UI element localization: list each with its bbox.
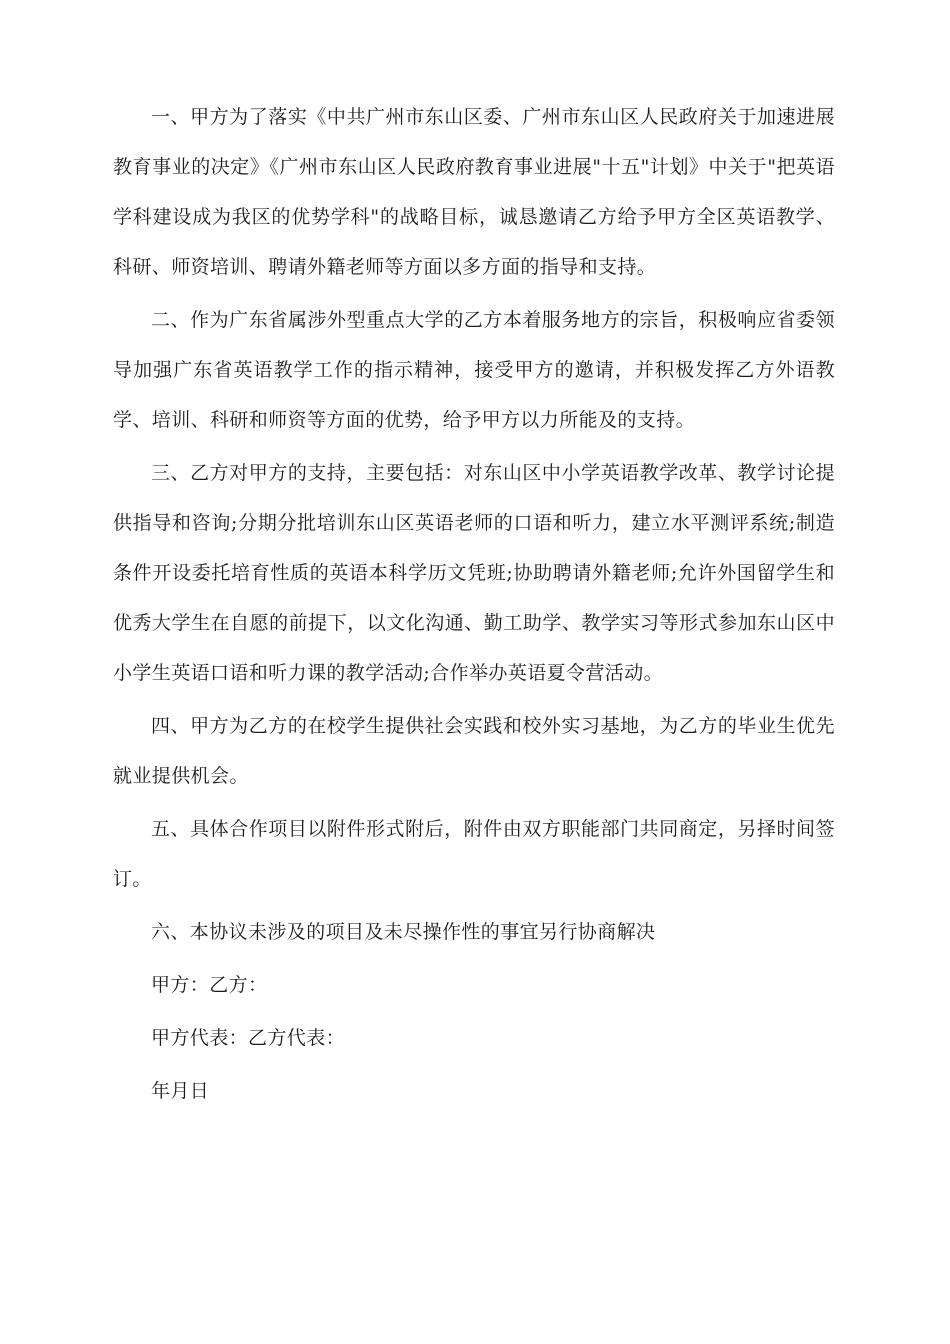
signature-representatives: 甲方代表：乙方代表： (151, 1027, 346, 1049)
clause-3: 三、乙方对甲方的支持，主要包括：对东山区中小学英语教学改革、教学讨论提供指导和咨询;分期分批培训东山区英语老师的口语和听力，建立水平测评系统;制造条件开设委托培育性质的英语本科学历文凭班;协助聘请外籍老师;允许外国留学生和优秀大学生在自愿的前提下，以文化沟通、勤工助学、教学实习等形式参加东山区中小学生英语口语和听力课的教学活动;合作举办英语夏令营活动。 (113, 462, 835, 684)
clause-1: 一、甲方为了落实《中共广州市东山区委、广州市东山区人民政府关于加速进展教育事业的决定》《广州市东山区人民政府教育事业进展"十五"计划》中关于"把英语学科建设成为我区的优势学科"的战略目标，诚恳邀请乙方给予甲方全区英语教学、科研、师资培训、聘请外籍老师等方面以多方面的指导和支持。 (113, 106, 835, 278)
clause-2: 二、作为广东省属涉外型重点大学的乙方本着服务地方的宗旨，积极响应省委领导加强广东省英语教学工作的指示精神，接受甲方的邀请，并积极发挥乙方外语教学、培训、科研和师资等方面的优势，给予甲方以力所能及的支持。 (113, 309, 835, 431)
document-body (113, 92, 835, 1119)
clause-4: 四、甲方为乙方的在校学生提供社会实践和校外实习基地，为乙方的毕业生优先就业提供机会。 (113, 715, 835, 787)
signature-date: 年月日 (151, 1080, 210, 1102)
signature-parties: 甲方：乙方： (151, 974, 268, 996)
clause-6: 六、本协议未涉及的项目及未尽操作性的事宜另行协商解决 (151, 921, 656, 943)
clause-5: 五、具体合作项目以附件形式附后，附件由双方职能部门共同商定，另择时间签订。 (113, 818, 835, 890)
